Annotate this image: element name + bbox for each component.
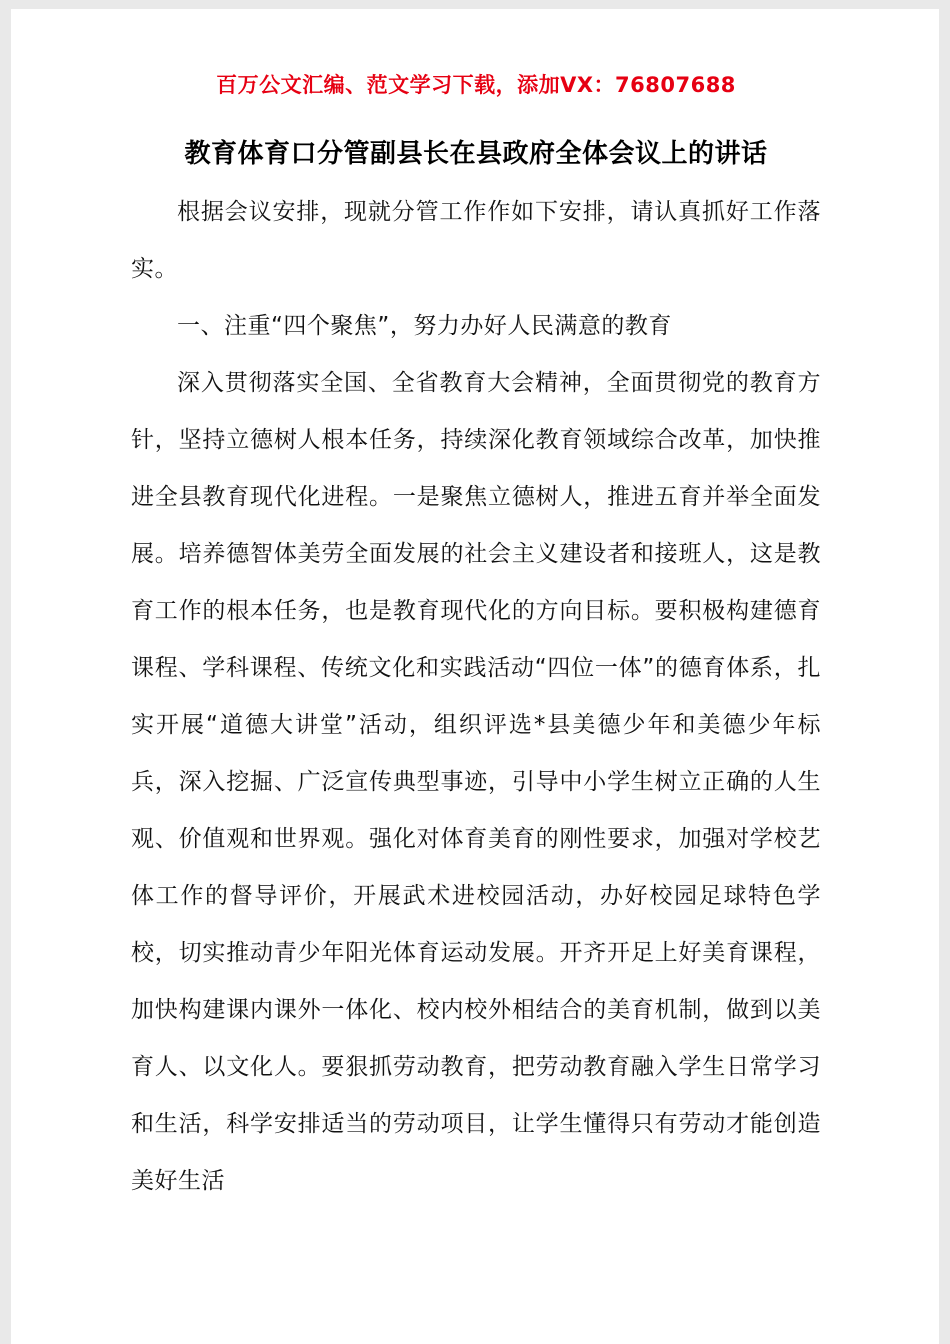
paragraph-intro: 根据会议安排，现就分管工作作如下安排，请认真抓好工作落实。 [131, 199, 821, 282]
paragraph-section-heading: 一、注重“四个聚焦”，努力办好人民满意的教育 [177, 313, 672, 339]
document-body [131, 184, 821, 1210]
document-page [11, 9, 939, 1344]
paragraph-section-content: 深入贯彻落实全国、全省教育大会精神，全面贯彻党的教育方针，坚持立德树人根本任务，持续深化教育领域综合改革，加快推进全县教育现代化进程。一是聚焦立德树人，推进五育并举全面发展。培养德智体美劳全面发展的社会主义建设者和接班人，这是教育工作的根本任务，也是教育现代化的方向目标。要积极构建德育课程、学科课程、传统文化和实践活动“四位一体”的德育体系，扎实开展“道德大讲堂”活动，组织评选*县美德少年和美德少年标兵，深入挖掘、广泛宣传典型事迹，引导中小学生树立正确的人生观、价值观和世界观。强化对体育美育的刚性要求，加强对学校艺体工作的督导评价，开展武术进校园活动，办好校园足球特色学校，切实推动青少年阳光体育运动发展。开齐开足上好美育课程，加快构建课内课外一体化、校内校外相结合的美育机制，做到以美育人、以文化人。要狠抓劳动教育，把劳动教育融入学生日常学习和生活，科学安排适当的劳动项目，让学生懂得只有劳动才能创造美好生活 [131, 370, 821, 1194]
promo-notice: 百万公文汇编、范文学习下载，添加VX：76807688 [216, 73, 736, 97]
document-title: 教育体育口分管副县长在县政府全体会议上的讲话 [184, 139, 768, 169]
